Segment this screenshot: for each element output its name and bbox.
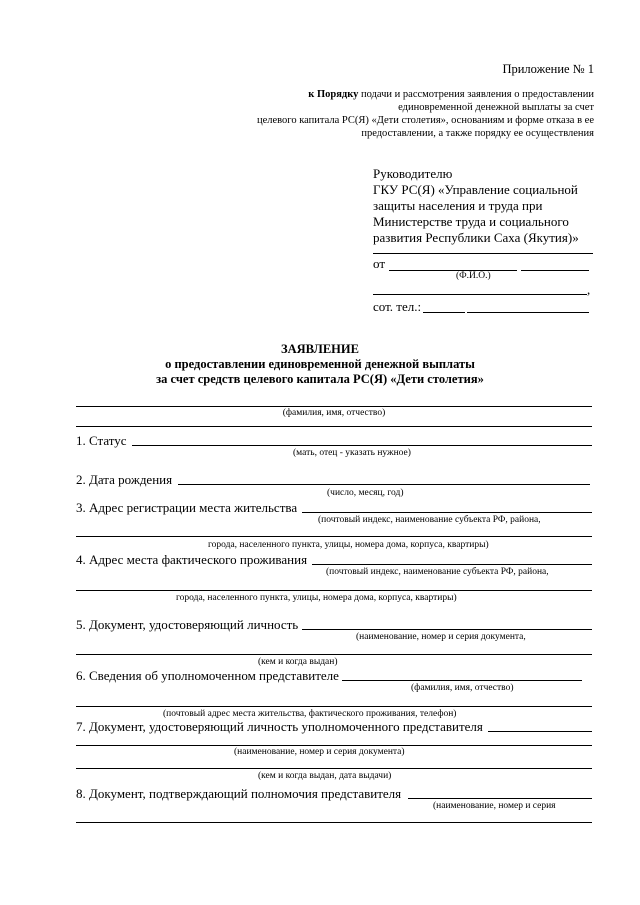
representative-hint-1: (фамилия, имя, отчество) <box>411 683 514 693</box>
representative-document-field-3[interactable] <box>76 768 592 769</box>
from-name-field-2[interactable] <box>521 270 589 271</box>
applicant-fio-hint: (фамилия, имя, отчество) <box>282 408 386 418</box>
applicant-fio-field-2[interactable] <box>76 426 592 427</box>
addressee-blank-line[interactable] <box>373 253 593 254</box>
document-title: ЗАЯВЛЕНИЕ <box>281 342 359 356</box>
authority-document-label: 8. Документ, подтверждающий полномочия представителя <box>76 786 402 801</box>
phone-label: сот. тел.: <box>373 299 422 314</box>
from-name-field[interactable] <box>389 270 517 271</box>
actual-address-label: 4. Адрес места фактического проживания <box>76 552 308 567</box>
status-hint: (мать, отец - указать нужное) <box>293 448 411 458</box>
registration-address-field-2[interactable] <box>76 536 592 537</box>
status-label: 1. Статус <box>76 433 127 448</box>
representative-document-field[interactable] <box>488 731 592 732</box>
representative-field-2[interactable] <box>76 706 592 707</box>
from-label: от <box>373 256 386 271</box>
order-reference-rest: подачи и рассмотрения заявления о предоставлении <box>358 89 594 100</box>
representative-hint-2: (почтовый адрес места жительства, фактического проживания, телефон) <box>163 709 457 719</box>
addressee-line-4: Министерстве труда и социального <box>373 214 569 229</box>
registration-address-hint-1: (почтовый индекс, наименование субъекта РФ, района, <box>318 515 541 525</box>
birth-date-label: 2. Дата рождения <box>76 472 173 487</box>
actual-address-field-2[interactable] <box>76 590 592 591</box>
identity-document-label: 5. Документ, удостоверяющий личность <box>76 617 299 632</box>
representative-document-label: 7. Документ, удостоверяющий личность уполномоченного представителя <box>76 719 483 734</box>
appendix-number: Приложение № 1 <box>502 62 594 76</box>
document-subtitle-2: за счет средств целевого капитала РС(Я) «Дети столетия» <box>156 372 484 386</box>
representative-document-field-2[interactable] <box>76 745 592 746</box>
fio-hint: (Ф.И.О.) <box>456 271 491 281</box>
order-reference-line4: предоставлении, а также порядку ее осуществления <box>361 128 594 139</box>
representative-label: 6. Сведения об уполномоченном представителе <box>76 668 339 683</box>
document-subtitle-1: о предоставлении единовременной денежной выплаты <box>165 357 475 371</box>
authority-document-hint: (наименование, номер и серия <box>433 801 556 811</box>
authority-document-field-2[interactable] <box>76 822 592 823</box>
registration-address-hint-2: города, населенного пункта, улицы, номера дома, корпуса, квартиры) <box>208 540 489 550</box>
addressee-line-3: защиты населения и труда при <box>373 198 543 213</box>
order-reference-bold: к Порядку <box>308 89 359 100</box>
actual-address-hint-1: (почтовый индекс, наименование субъекта РФ, района, <box>326 567 549 577</box>
order-reference-line2: единовременной денежной выплаты за счет <box>398 102 594 113</box>
authority-document-field[interactable] <box>408 798 592 799</box>
actual-address-hint-2: города, населенного пункта, улицы, номера дома, корпуса, квартиры) <box>176 593 457 603</box>
representative-document-hint-2: (кем и когда выдан, дата выдачи) <box>258 771 392 781</box>
identity-document-field-2[interactable] <box>76 654 592 655</box>
birth-date-field[interactable] <box>178 484 590 485</box>
order-reference-line3: целевого капитала РС(Я) «Дети столетия», основаниям и форме отказа в ее <box>256 115 594 126</box>
addressee-line-2: ГКУ РС(Я) «Управление социальной <box>373 182 578 197</box>
identity-document-field[interactable] <box>302 629 592 630</box>
registration-address-label: 3. Адрес регистрации места жительства <box>76 500 298 515</box>
representative-document-hint-1: (наименование, номер и серия документа) <box>234 747 405 757</box>
representative-field[interactable] <box>342 680 582 681</box>
identity-document-hint-2: (кем и когда выдан) <box>258 657 338 667</box>
phone-field-1[interactable] <box>423 312 465 313</box>
addressee-comma: , <box>587 282 591 297</box>
order-reference-line1 <box>308 89 594 100</box>
actual-address-field[interactable] <box>312 564 592 565</box>
status-field[interactable] <box>132 445 592 446</box>
registration-address-field[interactable] <box>302 512 592 513</box>
phone-field-2[interactable] <box>467 312 589 313</box>
applicant-fio-field[interactable] <box>76 406 592 407</box>
identity-document-hint-1: (наименование, номер и серия документа, <box>356 632 526 642</box>
addressee-line-5: развития Республики Саха (Якутия)» <box>373 230 579 245</box>
addressee-address-field[interactable] <box>373 294 587 295</box>
addressee-line-1: Руководителю <box>373 166 453 181</box>
birth-date-hint: (число, месяц, год) <box>327 488 404 498</box>
